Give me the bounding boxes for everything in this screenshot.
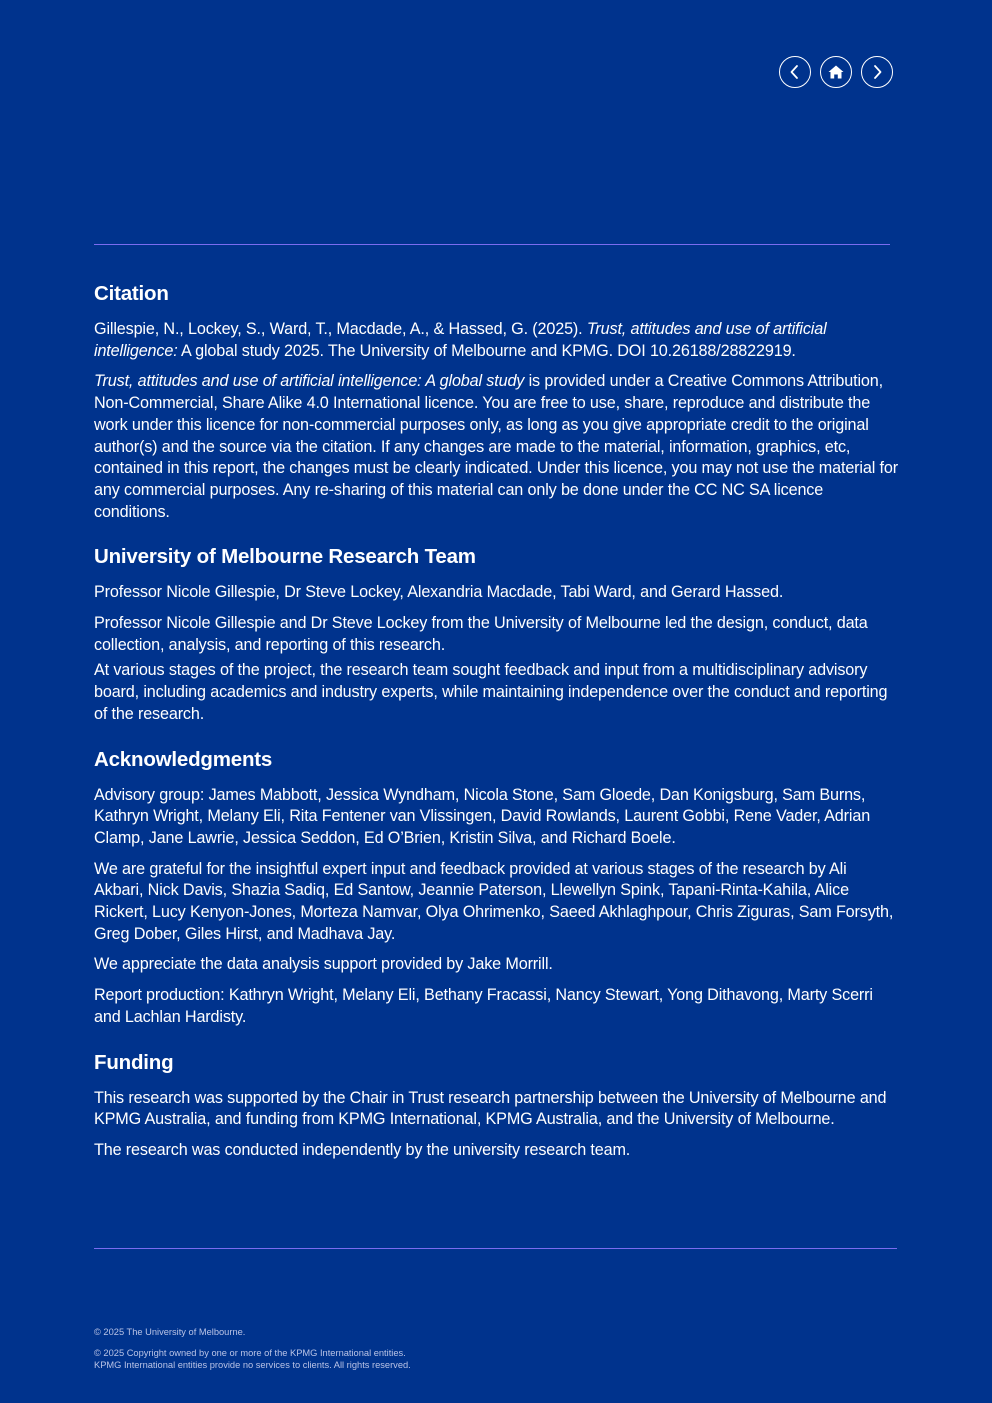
citation-report-title: Trust, attitudes and use of artificial intelligence: <box>94 320 827 360</box>
licence-paragraph <box>94 371 899 523</box>
expert-input: We are grateful for the insightful expert input and feedback provided at various stages of the research by Ali Akbari, Nick Davis, Shazia Sadiq, Ed Santow, Jeannie Paterson, Llewellyn Spink, Tapani-Rinta-Kahila, Alice Rickert, Lucy Kenyon-Jones, Morteza Namvar, Olya Ohrimenko, Saeed Akhlaghpour, Chris Ziguras, Sam Forsyth, Greg Dober, Giles Hirst, and Madhava Jay. <box>94 859 894 943</box>
chevron-left-icon <box>788 64 802 80</box>
copyright-kpmg: © 2025 Copyright owned by one or more of the KPMG International entities. <box>94 1348 406 1358</box>
chevron-right-icon <box>870 64 884 80</box>
funding-heading: Funding <box>94 1050 174 1074</box>
home-button[interactable] <box>820 56 852 88</box>
advisory-group: Advisory group: James Mabbott, Jessica Wyndham, Nicola Stone, Sam Gloede, Dan Konigsburg, Sam Burns, Kathryn Wright, Melany Eli, Rita Fentener van Vlissingen, David Rowlands, Laurent Gobbi, Rene Vader, Adrian Clamp, Jane Lawrie, Jessica Seddon, Ed O’Brien, Kristin Silva, and Richard Boele. <box>94 785 871 847</box>
page-navigation <box>779 56 893 88</box>
copyright-university: © 2025 The University of Melbourne. <box>94 1327 246 1337</box>
advisory-board-note: At various stages of the project, the research team sought feedback and input from a multidisciplinary advisory board, including academics and industry experts, while maintaining independence over the conduct and reporting of the research. <box>94 661 888 723</box>
citation-reference <box>94 319 899 362</box>
licence-report-title: Trust, attitudes and use of artificial intelligence: A global study <box>94 372 525 391</box>
bottom-divider <box>94 1248 897 1249</box>
home-icon <box>827 64 845 80</box>
funding-support: This research was supported by the Chair in Trust research partnership between the University of Melbourne and KPMG Australia, and funding from KPMG International, KPMG Australia, and the University of Melbourne. <box>94 1088 887 1129</box>
citation-authors: Gillespie, N., Lockey, S., Ward, T., Macdade, A., & Hassed, G. (2025). <box>94 320 583 338</box>
funding-independence: The research was conducted independently by the university research team. <box>94 1140 631 1159</box>
top-divider <box>94 244 890 245</box>
next-page-button[interactable] <box>861 56 893 88</box>
report-production: Report production: Kathryn Wright, Melany Eli, Bethany Fracassi, Nancy Stewart, Yong Dithavong, Marty Scerri and Lachlan Hardisty. <box>94 986 873 1026</box>
acknowledgments-section <box>94 748 899 1029</box>
acknowledgments-heading: Acknowledgments <box>94 747 273 771</box>
previous-page-button[interactable] <box>779 56 811 88</box>
citation-heading: Citation <box>94 282 169 305</box>
research-team-section <box>94 545 899 725</box>
kpmg-disclaimer: KPMG International entities provide no services to clients. All rights reserved. <box>94 1360 411 1370</box>
licence-text: is provided under a Creative Commons Attribution, Non-Commercial, Share Alike 4.0 International licence. You are free to use, share, reproduce and distribute the work under this licence for non-commercial purposes only, as long as you give appropriate credit to the original author(s) and the source via the citation. If any changes are made to the material, information, graphics, etc, contained in this report, the changes must be clearly indicated. Under this licence, you may not use the material for any commercial purposes. Any re-sharing of this material can only be done under the CC NC SA licence conditions. <box>94 372 898 521</box>
citation-section <box>94 282 899 523</box>
footer <box>94 1326 411 1371</box>
page-content <box>94 282 899 1184</box>
team-members: Professor Nicole Gillespie, Dr Steve Lockey, Alexandria Macdade, Tabi Ward, and Gerard Hassed. <box>94 583 784 602</box>
research-team-heading: University of Melbourne Research Team <box>94 545 476 569</box>
team-leads: Professor Nicole Gillespie and Dr Steve Lockey from the University of Melbourne led the design, conduct, data collection, analysis, and reporting of this research. <box>94 614 868 654</box>
data-analysis-support: We appreciate the data analysis support provided by Jake Morrill. <box>94 955 553 974</box>
funding-section <box>94 1051 899 1162</box>
citation-publication: A global study 2025. The University of Melbourne and KPMG. DOI 10.26188/28822919. <box>181 341 796 360</box>
